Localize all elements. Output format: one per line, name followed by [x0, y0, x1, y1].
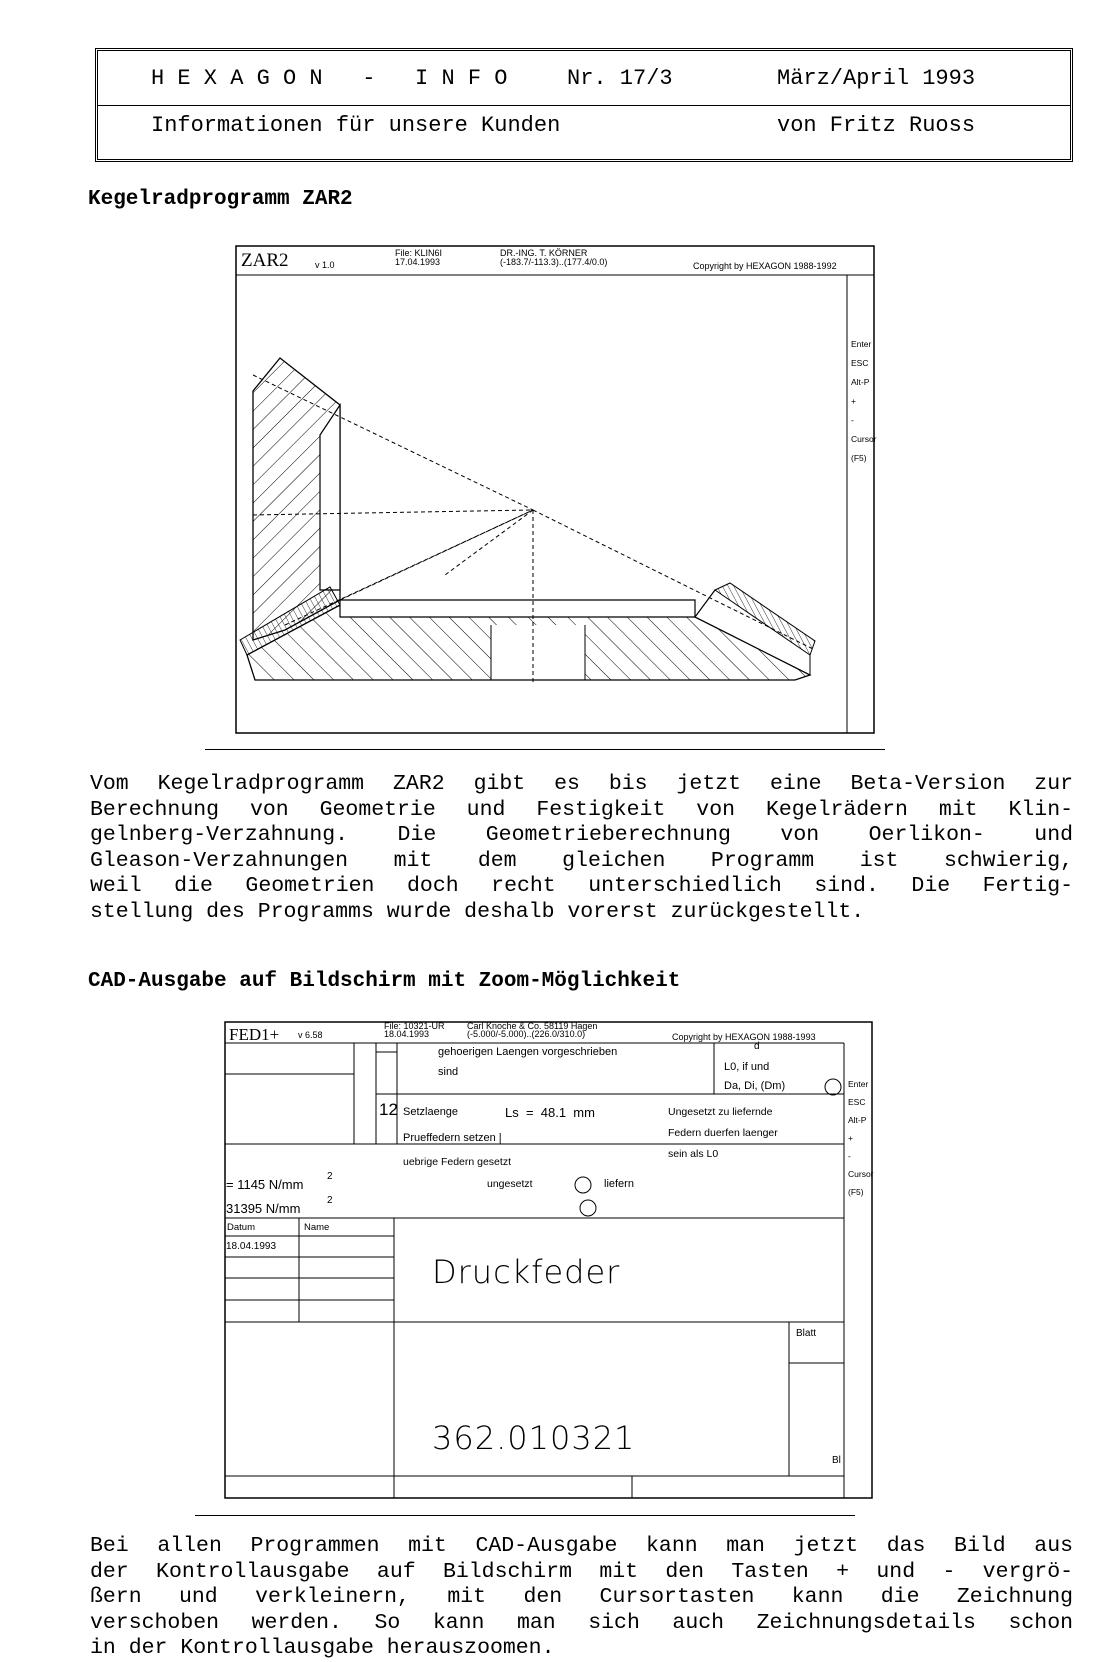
- zar2-copyright: Copyright by HEXAGON 1988-1992: [693, 261, 837, 271]
- datum-value: 18.04.1993: [226, 1241, 277, 1252]
- paragraph-line: der Kontrollausgabe auf Bildschirm mit den Tasten + und - vergrö-: [90, 1559, 1073, 1584]
- paragraph-line: verschoben werden. So kann man sich auch Zeichnungsdetails schon: [90, 1610, 1073, 1635]
- zar2-file-date: 17.04.1993: [395, 257, 441, 267]
- fed1-screenshot: [224, 1021, 874, 1501]
- zar2-app-name: ZAR2: [241, 250, 289, 271]
- blatt-label: Blatt: [796, 1328, 817, 1339]
- zar2-range: (-183.7/-113.3)..(177.4/0.0): [500, 257, 608, 267]
- fed1-side-keys: [848, 1075, 874, 1201]
- section-heading-cad: CAD-Ausgabe auf Bildschirm mit Zoom-Möglichkeit: [88, 970, 681, 993]
- pinion-bore: [320, 405, 340, 590]
- key-alt-p[interactable]: Alt-P: [851, 377, 870, 387]
- zar2-file: File: KLIN6I: [395, 248, 443, 258]
- ungesetzt-label: ungesetzt: [487, 1178, 533, 1190]
- figure-rule: [195, 1515, 855, 1516]
- row-number: 12: [379, 1100, 398, 1119]
- paragraph-line: Berechnung von Geometrie und Festigkeit von Kegelrädern mit Klin-: [90, 797, 1073, 822]
- fed1-version: v 6.58: [298, 1030, 323, 1040]
- paragraph-line: weil die Geometrien doch recht unterschiedlich sind. Die Fertig-: [90, 874, 1073, 898]
- paragraph-line: stellung des Programms wurde deshalb vorerst zurückgestellt.: [90, 899, 865, 924]
- key-esc[interactable]: ESC: [851, 358, 869, 368]
- part-title: Druckfeder: [432, 1253, 621, 1291]
- key-minus[interactable]: -: [851, 415, 854, 425]
- note-right-line1: Ungesetzt zu liefernde: [668, 1106, 773, 1118]
- key-enter[interactable]: Enter: [851, 339, 872, 349]
- key-esc[interactable]: ESC: [848, 1097, 866, 1107]
- paragraph-line: Vom Kegelradprogramm ZAR2 gibt es bis jetzt eine Beta-Version zur: [90, 772, 1073, 796]
- note-d: d: [754, 1041, 760, 1052]
- key-plus[interactable]: +: [848, 1133, 853, 1143]
- uebrige-label: uebrige Federn gesetzt: [403, 1156, 511, 1168]
- stress-exp-2: 2: [327, 1195, 333, 1206]
- issue-date: März/April 1993: [777, 66, 976, 91]
- paragraph-line: Gleason-Verzahnungen mit dem gleichen Programm ist schwierig,: [90, 848, 1073, 873]
- key-cursor[interactable]: Cursor: [848, 1169, 874, 1179]
- figure-rule: [205, 749, 885, 750]
- wheel-hub-bore: [491, 625, 585, 683]
- part-number: 362.010321: [432, 1419, 636, 1457]
- stress-value-1: = 1145 N/mm: [226, 1177, 304, 1192]
- key-f5[interactable]: (F5): [848, 1187, 864, 1197]
- paragraph-cad: [90, 1534, 1073, 1662]
- fed1-range: (-5.000/-5.000)..(226.0/310.0): [467, 1029, 586, 1039]
- stress-exp-1: 2: [327, 1171, 333, 1182]
- note-right-line3: sein als L0: [668, 1148, 719, 1160]
- issue-number: Nr. 17/3: [567, 66, 673, 91]
- zar2-customer: DR.-ING. T. KÖRNER: [500, 248, 588, 258]
- section-heading-zar2: Kegelradprogramm ZAR2: [88, 188, 353, 211]
- key-enter[interactable]: Enter: [848, 1079, 869, 1089]
- fed1-app-name: FED1+: [229, 1025, 280, 1044]
- zar2-screenshot: [235, 245, 875, 735]
- note-lo-line2: Da, Di, (Dm): [724, 1080, 786, 1092]
- paragraph-zar2: [90, 772, 1073, 925]
- setzlaenge-label: Setzlaenge: [403, 1106, 459, 1118]
- key-alt-p[interactable]: Alt-P: [848, 1115, 867, 1125]
- liefern-label: liefern: [604, 1178, 634, 1190]
- key-plus[interactable]: +: [851, 396, 856, 406]
- newsletter-subtitle: Informationen für unsere Kunden: [151, 113, 561, 138]
- fed1-customer: Carl Knoche & Co. 58119 Hagen: [467, 1021, 598, 1031]
- paragraph-line: ßern und verkleinern, mit den Cursortasten kann die Zeichnung: [90, 1585, 1073, 1609]
- key-minus[interactable]: -: [848, 1151, 851, 1161]
- note-lo-line1: L0, if und: [724, 1061, 770, 1073]
- newsletter-title: H E X A G O N - I N F O: [151, 66, 508, 91]
- paragraph-line: in der Kontrollausgabe herauszoomen.: [90, 1636, 555, 1660]
- prueffedern-label: Prueffedern setzen |: [403, 1132, 502, 1144]
- paragraph-line: Bei allen Programmen mit CAD-Ausgabe kann man jetzt das Bild aus: [90, 1534, 1073, 1558]
- fed1-file-date: 18.04.1993: [384, 1029, 430, 1039]
- stress-value-2: 31395 N/mm: [226, 1201, 301, 1216]
- note-top-line2: sind: [438, 1066, 459, 1078]
- fed1-copyright: Copyright by HEXAGON 1988-1993: [672, 1032, 816, 1042]
- key-f5[interactable]: (F5): [851, 453, 867, 463]
- zar2-version: v 1.0: [315, 260, 335, 270]
- key-cursor[interactable]: Cursor: [851, 434, 877, 444]
- fed1-file: File: 10321-UR: [384, 1021, 445, 1031]
- col-datum: Datum: [227, 1222, 255, 1233]
- paragraph-line: gelnberg-Verzahnung. Die Geometrieberechnung von Oerlikon- und: [90, 823, 1073, 847]
- note-top-line1: gehoerigen Laengen vorgeschrieben: [438, 1046, 618, 1058]
- col-name: Name: [304, 1222, 330, 1233]
- note-right-line2: Federn duerfen laenger: [668, 1127, 778, 1139]
- bl-label: Bl: [832, 1455, 841, 1466]
- newsletter-author: von Fritz Ruoss: [777, 113, 976, 138]
- setzlaenge-value: Ls = 48.1 mm: [505, 1105, 595, 1120]
- header-divider: [98, 105, 1070, 106]
- zar2-side-keys: [851, 335, 877, 468]
- wheel-web: [340, 600, 695, 617]
